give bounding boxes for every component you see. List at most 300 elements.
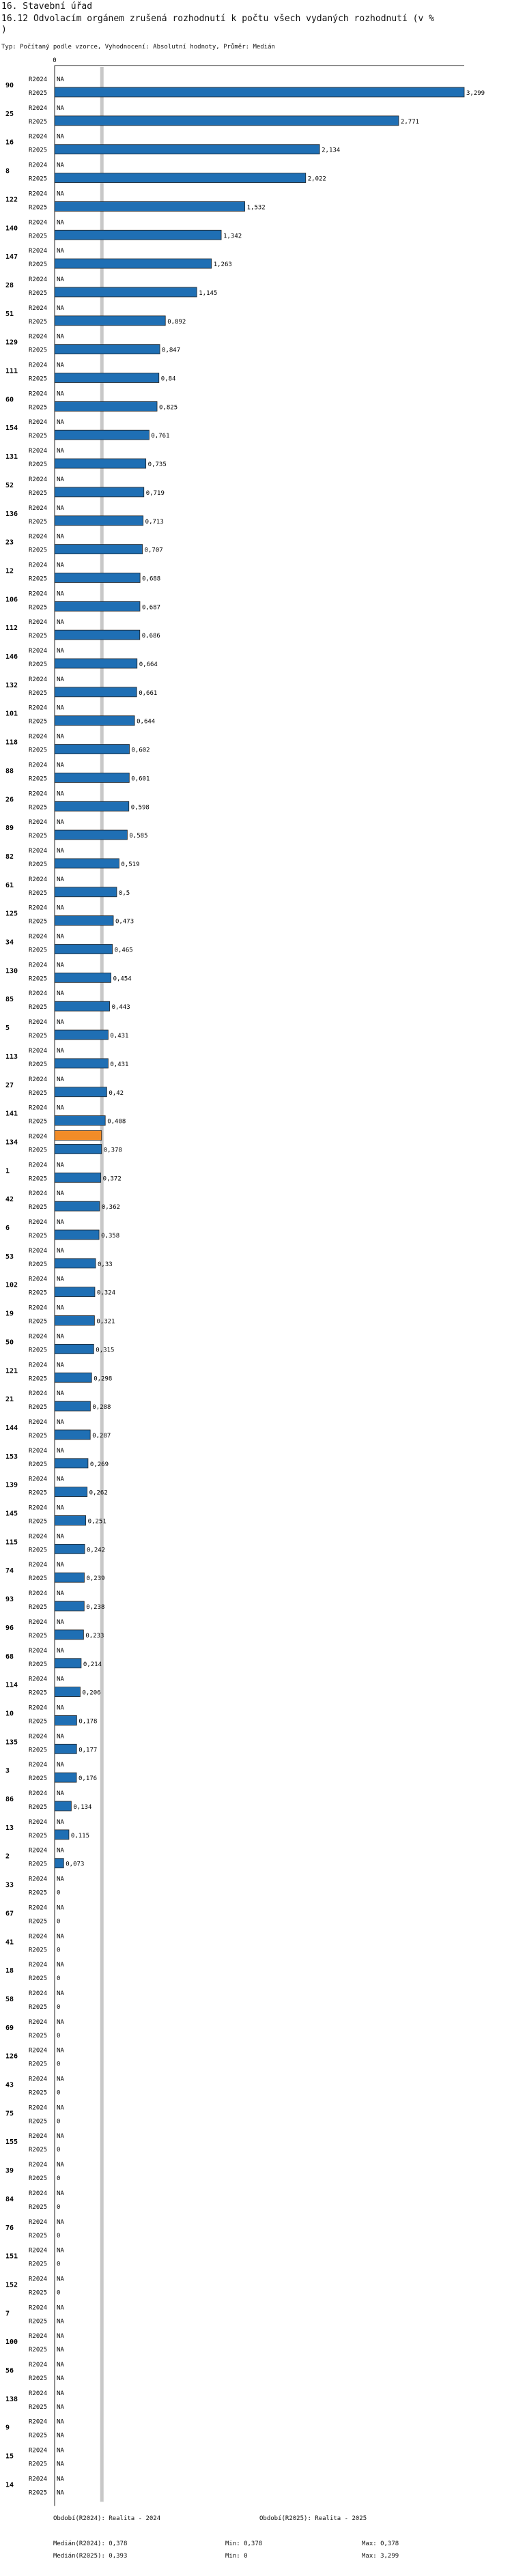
value-label-r2025: 0,358: [101, 1233, 120, 1240]
row-id-label: 39: [5, 2167, 14, 2175]
value-label-r2025: 0,443: [111, 1004, 130, 1012]
series-label-r2025: R2025: [29, 2461, 48, 2468]
bar-r2025: [55, 1201, 100, 1211]
row-id-label: 69: [5, 2024, 14, 2032]
bar-r2025: [55, 316, 165, 326]
series-label-r2025: R2025: [29, 1518, 48, 1526]
series-label-r2024: R2024: [29, 1333, 48, 1341]
bar-r2025: [55, 773, 129, 782]
row-id-label: 93: [5, 1596, 14, 1604]
series-label-r2024: R2024: [29, 333, 48, 341]
value-label-r2025: 0,073: [66, 1861, 85, 1868]
series-label-r2024: R2024: [29, 1818, 48, 1826]
row-id-label: 9: [5, 2424, 10, 2432]
na-label-r2024: NA: [57, 1504, 64, 1512]
na-label-r2024: NA: [57, 333, 64, 341]
row-id-label: 33: [5, 1881, 14, 1889]
series-label-r2025: R2025: [29, 1175, 48, 1183]
series-label-r2024: R2024: [29, 448, 48, 455]
na-label-r2024: NA: [57, 1362, 64, 1369]
series-label-r2025: R2025: [29, 1404, 48, 1412]
na-label-r2024: NA: [57, 819, 64, 827]
value-label-r2025: 0: [57, 2118, 61, 2126]
series-label-r2025: R2025: [29, 375, 48, 383]
row-id-label: 125: [5, 910, 18, 918]
value-label-r2025: 0: [57, 2175, 61, 2183]
row-id-label: 26: [5, 796, 14, 804]
bar-r2025: [55, 516, 143, 526]
bar-r2025: [55, 1144, 102, 1154]
row-id-label: 10: [5, 1710, 14, 1718]
series-label-r2024: R2024: [29, 1362, 48, 1369]
series-label-r2025: R2025: [29, 1918, 48, 1926]
value-label-r2025: 0,115: [70, 1832, 90, 1840]
row-id-label: 126: [5, 2052, 18, 2061]
na-label-r2024: NA: [57, 219, 64, 227]
series-label-r2025: R2025: [29, 2203, 48, 2211]
bar-r2025: [55, 1030, 108, 1040]
bar-r2025: [55, 1230, 99, 1240]
na-label-r2024: NA: [57, 2247, 64, 2255]
bar-r2025: [55, 345, 160, 354]
na-label-r2024: NA: [57, 304, 64, 312]
na-label-r2024: NA: [57, 590, 64, 598]
bar-r2025: [55, 430, 149, 440]
value-label-r2025: 3,299: [466, 90, 485, 97]
series-label-r2024: R2024: [29, 76, 48, 83]
series-label-r2024: R2024: [29, 733, 48, 741]
value-label-r2025: 0,321: [96, 1318, 115, 1326]
na-label-r2025: NA: [57, 2461, 64, 2468]
na-label-r2024: NA: [57, 1876, 64, 1883]
na-label-r2024: NA: [57, 1476, 64, 1483]
series-label-r2024: R2024: [29, 762, 48, 769]
row-id-label: 14: [5, 2481, 14, 2489]
series-label-r2025: R2025: [29, 718, 48, 726]
series-label-r2025: R2025: [29, 2489, 48, 2497]
series-label-r2025: R2025: [29, 2318, 48, 2325]
row-id-label: 34: [5, 939, 14, 947]
row-id-label: 111: [5, 367, 18, 375]
series-label-r2025: R2025: [29, 1118, 48, 1126]
bar-r2025: [55, 687, 137, 697]
value-label-r2025: 0,233: [85, 1632, 104, 1640]
series-label-r2025: R2025: [29, 1318, 48, 1326]
bar-r2025: [55, 1059, 108, 1068]
series-label-r2024: R2024: [29, 1418, 48, 1426]
bar-r2025: [55, 573, 140, 582]
row-id-label: 2: [5, 1852, 10, 1861]
series-label-r2025: R2025: [29, 547, 48, 554]
na-label-r2024: NA: [57, 2304, 64, 2312]
series-label-r2024: R2024: [29, 1019, 48, 1027]
bar-r2025: [55, 1601, 84, 1611]
na-label-r2025: NA: [57, 2347, 64, 2354]
series-label-r2024: R2024: [29, 933, 48, 941]
series-label-r2024: R2024: [29, 2104, 48, 2112]
na-label-r2024: NA: [57, 1904, 64, 1912]
row-id-label: 129: [5, 339, 18, 347]
na-label-r2024: NA: [57, 2018, 64, 2026]
series-label-r2024: R2024: [29, 219, 48, 227]
row-id-label: 96: [5, 1624, 14, 1632]
value-label-r2025: 0: [57, 2232, 61, 2239]
value-label-r2025: 0,362: [101, 1204, 120, 1212]
series-label-r2024: R2024: [29, 1247, 48, 1255]
na-label-r2024: NA: [57, 1733, 64, 1741]
value-label-r2025: 0: [57, 1947, 61, 1954]
series-label-r2025: R2025: [29, 1089, 48, 1097]
bar-r2025: [55, 1859, 63, 1868]
series-label-r2024: R2024: [29, 1447, 48, 1455]
row-id-label: 68: [5, 1652, 14, 1661]
row-id-label: 41: [5, 1938, 14, 1947]
row-id-label: 144: [5, 1424, 18, 1432]
row-id-label: 51: [5, 310, 14, 318]
row-id-label: 115: [5, 1539, 18, 1547]
series-label-r2024: R2024: [29, 1562, 48, 1569]
na-label-r2024: NA: [57, 2362, 64, 2369]
series-label-r2025: R2025: [29, 461, 48, 469]
value-label-r2025: 0,298: [94, 1375, 113, 1383]
value-label-r2025: 0,431: [110, 1061, 129, 1068]
value-label-r2025: 0: [57, 2203, 61, 2211]
na-label-r2024: NA: [57, 2076, 64, 2083]
value-label-r2025: 0: [57, 2003, 61, 2011]
footer-min-2024: Min: 0,378: [225, 2541, 263, 2547]
na-label-r2024: NA: [57, 1304, 64, 1312]
value-label-r2025: 0,473: [115, 918, 134, 926]
series-label-r2025: R2025: [29, 347, 48, 354]
na-label-r2024: NA: [57, 1847, 64, 1855]
bar-r2025: [55, 745, 129, 754]
bar-r2025: [55, 916, 113, 926]
series-label-r2024: R2024: [29, 533, 48, 541]
row-id-label: 7: [5, 2310, 10, 2318]
series-label-r2024: R2024: [29, 133, 48, 141]
series-label-r2024: R2024: [29, 104, 48, 112]
row-id-label: 141: [5, 1110, 18, 1118]
series-label-r2024: R2024: [29, 1190, 48, 1198]
series-label-r2024: R2024: [29, 1390, 48, 1398]
series-label-r2025: R2025: [29, 1889, 48, 1897]
na-label-r2024: NA: [57, 533, 64, 541]
na-label-r2024: NA: [57, 2047, 64, 2055]
row-id-label: 88: [5, 767, 14, 775]
row-id-label: 101: [5, 710, 18, 718]
na-label-r2024: NA: [57, 790, 64, 798]
series-label-r2024: R2024: [29, 390, 48, 398]
value-label-r2025: 0,5: [118, 889, 130, 897]
row-id-label: 25: [5, 110, 14, 118]
series-label-r2025: R2025: [29, 2375, 48, 2382]
series-label-r2025: R2025: [29, 1461, 48, 1468]
na-label-r2024: NA: [57, 2476, 64, 2483]
na-label-r2024: NA: [57, 448, 64, 455]
series-label-r2025: R2025: [29, 1489, 48, 1497]
na-label-r2024: NA: [57, 1818, 64, 1826]
row-id-label: 12: [5, 567, 14, 575]
series-label-r2024: R2024: [29, 304, 48, 312]
na-label-r2024: NA: [57, 762, 64, 769]
series-label-r2025: R2025: [29, 2261, 48, 2268]
value-label-r2025: 0,519: [121, 861, 140, 868]
bar-r2025: [55, 601, 140, 611]
series-label-r2025: R2025: [29, 489, 48, 497]
na-label-r2024: NA: [57, 1390, 64, 1398]
series-label-r2024: R2024: [29, 2018, 48, 2026]
row-id-label: 19: [5, 1310, 14, 1318]
bar-r2025: [55, 259, 212, 268]
bar-r2025: [55, 973, 111, 982]
series-label-r2025: R2025: [29, 433, 48, 440]
row-id-label: 121: [5, 1367, 18, 1375]
series-label-r2024: R2024: [29, 876, 48, 883]
row-id-label: 89: [5, 825, 14, 833]
series-label-r2025: R2025: [29, 1061, 48, 1068]
na-label-r2025: NA: [57, 2318, 64, 2325]
row-id-label: 15: [5, 2452, 14, 2461]
na-label-r2024: NA: [57, 2447, 64, 2455]
row-id-label: 100: [5, 2338, 18, 2347]
bar-r2025: [55, 1287, 95, 1297]
series-label-r2024: R2024: [29, 276, 48, 283]
row-id-label: 1: [5, 1167, 10, 1175]
bar-r2025: [55, 545, 143, 554]
series-label-r2024: R2024: [29, 2304, 48, 2312]
value-label-r2025: 2,134: [322, 147, 341, 154]
series-label-r2024: R2024: [29, 1704, 48, 1712]
row-id-label: 13: [5, 1824, 14, 1832]
series-label-r2025: R2025: [29, 861, 48, 868]
na-label-r2024: NA: [57, 276, 64, 283]
series-label-r2025: R2025: [29, 2032, 48, 2040]
value-label-r2025: 0,239: [86, 1575, 105, 1583]
series-label-r2024: R2024: [29, 1533, 48, 1541]
series-label-r2024: R2024: [29, 1933, 48, 1941]
series-label-r2024: R2024: [29, 1733, 48, 1741]
series-label-r2025: R2025: [29, 1632, 48, 1640]
bar-r2025: [55, 1773, 76, 1782]
value-label-r2025: 0,262: [89, 1489, 108, 1497]
row-id-label: 53: [5, 1253, 14, 1261]
value-label-r2025: 0,84: [160, 375, 176, 383]
series-label-r2024: R2024: [29, 2362, 48, 2369]
series-label-r2024: R2024: [29, 2333, 48, 2341]
na-label-r2024: NA: [57, 704, 64, 712]
value-label-r2025: 0,238: [86, 1604, 105, 1612]
value-label-r2025: 0,661: [139, 689, 158, 697]
bar-r2025: [55, 116, 399, 126]
series-label-r2024: R2024: [29, 1162, 48, 1169]
na-label-r2024: NA: [57, 2190, 64, 2197]
series-label-r2024: R2024: [29, 1790, 48, 1797]
series-label-r2024: R2024: [29, 2418, 48, 2426]
series-label-r2024: R2024: [29, 1847, 48, 1855]
bar-r2025: [55, 659, 137, 668]
row-id-label: 151: [5, 2252, 18, 2261]
value-label-r2025: 0,206: [82, 1689, 101, 1697]
value-label-r2025: 0: [57, 2032, 61, 2040]
value-label-r2025: 2,771: [400, 118, 420, 126]
value-label-r2025: 0,269: [89, 1461, 109, 1468]
series-label-r2025: R2025: [29, 1204, 48, 1212]
na-label-r2025: NA: [57, 2489, 64, 2497]
series-label-r2024: R2024: [29, 1304, 48, 1312]
na-label-r2024: NA: [57, 162, 64, 169]
row-id-label: 132: [5, 681, 18, 689]
series-label-r2025: R2025: [29, 1233, 48, 1240]
row-id-label: 130: [5, 967, 18, 975]
series-label-r2024: R2024: [29, 1276, 48, 1283]
bar-r2025: [55, 287, 197, 297]
row-id-label: 6: [5, 1225, 10, 1232]
na-label-r2024: NA: [57, 619, 64, 627]
value-label-r2025: 0,719: [145, 489, 165, 497]
bar-r2025: [55, 1544, 85, 1554]
row-id-label: 140: [5, 225, 18, 233]
na-label-r2024: NA: [57, 1676, 64, 1683]
row-id-label: 50: [5, 1339, 14, 1347]
series-label-r2024: R2024: [29, 1676, 48, 1683]
series-label-r2025: R2025: [29, 204, 48, 212]
series-label-r2025: R2025: [29, 633, 48, 640]
series-label-r2024: R2024: [29, 476, 48, 483]
na-label-r2024: NA: [57, 2162, 64, 2169]
series-label-r2025: R2025: [29, 918, 48, 926]
series-label-r2024: R2024: [29, 790, 48, 798]
value-label-r2025: 0: [57, 2147, 61, 2154]
series-label-r2024: R2024: [29, 504, 48, 512]
series-label-r2025: R2025: [29, 1861, 48, 1868]
value-label-r2025: 0: [57, 2089, 61, 2097]
series-label-r2025: R2025: [29, 1747, 48, 1754]
value-label-r2025: 0,251: [87, 1518, 106, 1526]
row-id-label: 112: [5, 625, 18, 633]
bar-r2025: [55, 201, 245, 211]
row-id-label: 5: [5, 1025, 10, 1033]
bar-r2025: [55, 1801, 71, 1811]
na-label-r2025: NA: [57, 2403, 64, 2411]
series-label-r2024: R2024: [29, 1962, 48, 1969]
series-label-r2024: R2024: [29, 962, 48, 969]
series-label-r2024: R2024: [29, 2133, 48, 2141]
value-label-r2025: 0,664: [139, 661, 158, 668]
series-label-r2025: R2025: [29, 2403, 48, 2411]
value-label-r2025: 0,214: [83, 1661, 102, 1668]
row-id-label: 85: [5, 996, 14, 1004]
na-label-r2024: NA: [57, 847, 64, 855]
series-label-r2025: R2025: [29, 833, 48, 840]
bar-r2025: [55, 1373, 91, 1382]
value-label-r2025: 0: [57, 1918, 61, 1926]
row-id-label: 18: [5, 1967, 14, 1975]
value-label-r2025: 0,707: [144, 547, 163, 554]
value-label-r2025: 0,687: [141, 604, 161, 612]
bar-r2025: [55, 830, 127, 840]
value-label-r2025: 0,585: [129, 833, 148, 840]
row-id-label: 131: [5, 453, 18, 461]
row-id-label: 60: [5, 396, 14, 404]
value-label-r2025: 0,892: [167, 318, 186, 326]
series-label-r2025: R2025: [29, 1261, 48, 1268]
na-label-r2024: NA: [57, 1447, 64, 1455]
na-label-r2024: NA: [57, 733, 64, 741]
value-label-r2025: 1,263: [213, 261, 232, 269]
series-label-r2025: R2025: [29, 261, 48, 269]
series-label-r2024: R2024: [29, 1076, 48, 1083]
value-label-r2025: 0,42: [109, 1089, 124, 1097]
na-label-r2024: NA: [57, 2133, 64, 2141]
series-label-r2025: R2025: [29, 1033, 48, 1040]
value-label-r2025: 0,287: [92, 1432, 111, 1440]
value-label-r2025: 0,602: [131, 747, 150, 754]
na-label-r2024: NA: [57, 904, 64, 912]
na-label-r2024: NA: [57, 876, 64, 883]
value-label-r2025: 2,022: [307, 175, 326, 183]
bar-r2025: [55, 1715, 76, 1725]
bar-r2025: [55, 1087, 106, 1097]
na-label-r2024: NA: [57, 1933, 64, 1941]
series-label-r2024: R2024: [29, 248, 48, 255]
value-label-r2025: 0: [57, 1889, 61, 1897]
row-id-label: 58: [5, 1995, 14, 2003]
bar-r2025: [55, 630, 140, 640]
na-label-r2024: NA: [57, 1562, 64, 1569]
value-label-r2025: 0,454: [113, 975, 132, 983]
series-label-r2024: R2024: [29, 2476, 48, 2483]
series-label-r2025: R2025: [29, 1347, 48, 1354]
series-label-r2024: R2024: [29, 819, 48, 827]
na-label-r2024: NA: [57, 1076, 64, 1083]
value-label-r2025: 0,825: [159, 404, 178, 412]
bar-r2025: [55, 1630, 83, 1640]
footer-median-2025: Medián(R2025): 0,393: [53, 2553, 128, 2560]
value-label-r2025: 0,601: [131, 775, 150, 783]
series-label-r2025: R2025: [29, 2432, 48, 2439]
na-label-r2024: NA: [57, 1019, 64, 1027]
series-label-r2024: R2024: [29, 619, 48, 627]
row-id-label: 52: [5, 481, 14, 489]
row-id-label: 146: [5, 653, 18, 661]
series-label-r2024: R2024: [29, 590, 48, 598]
bar-r2025: [55, 1259, 96, 1268]
series-label-r2025: R2025: [29, 2289, 48, 2297]
na-label-r2024: NA: [57, 1276, 64, 1283]
bar-r2025: [55, 173, 306, 183]
bar-r2025: [55, 145, 319, 154]
series-label-r2024: R2024: [29, 1590, 48, 1598]
bar-r2025: [55, 1116, 105, 1126]
series-label-r2025: R2025: [29, 889, 48, 897]
bar-r2025: [55, 487, 144, 497]
series-label-r2025: R2025: [29, 1718, 48, 1726]
na-label-r2024: NA: [57, 1590, 64, 1598]
value-label-r2025: 0,686: [141, 633, 160, 640]
series-label-r2024: R2024: [29, 1762, 48, 1769]
series-label-r2025: R2025: [29, 975, 48, 983]
na-label-r2024: NA: [57, 390, 64, 398]
na-label-r2024: NA: [57, 190, 64, 198]
value-label-r2025: 0,315: [96, 1347, 115, 1354]
series-label-r2024: R2024: [29, 2447, 48, 2455]
value-label-r2025: 0,713: [145, 518, 164, 526]
footer-period-2024: Období(R2024): Realita - 2024: [53, 2515, 161, 2522]
na-label-r2024: NA: [57, 1790, 64, 1797]
indicator-title: 16.12 Odvolacím orgánem zrušená rozhodnutí k počtu všech vydaných rozhodnutí (v %: [1, 14, 434, 24]
row-id-label: 147: [5, 253, 18, 261]
series-label-r2025: R2025: [29, 2232, 48, 2239]
